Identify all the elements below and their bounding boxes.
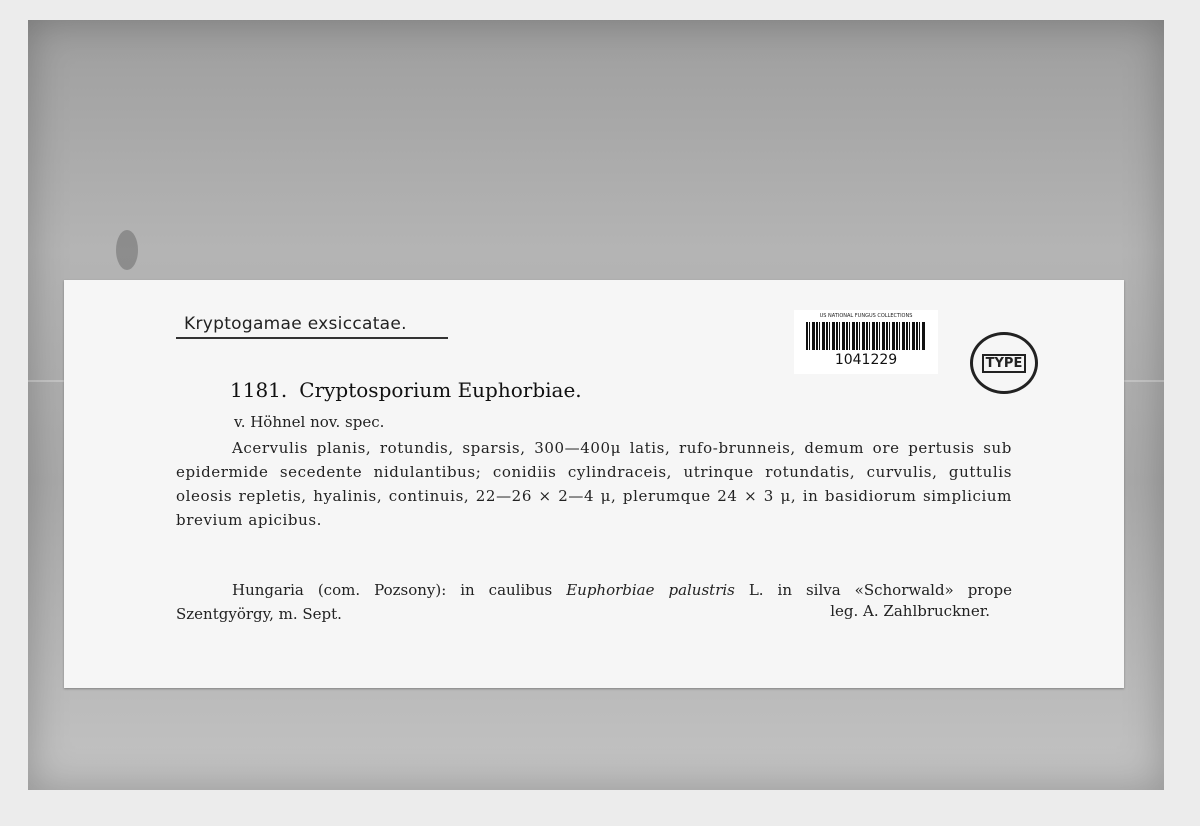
locality-prefix: Hungaria (com. Pozsony): in caulibus bbox=[232, 581, 567, 599]
barcode-icon bbox=[806, 322, 926, 350]
series-underline bbox=[176, 337, 448, 339]
author-line: v. Höhnel nov. spec. bbox=[234, 413, 385, 431]
barcode-label bbox=[794, 310, 938, 374]
barcode-number: 1041229 bbox=[834, 352, 898, 368]
locality-suffix: L. in silva «Schorwald» prope Szentgyörgy, m. Sept. bbox=[176, 581, 1012, 623]
host-name: Euphorbiae palustris bbox=[566, 581, 735, 599]
series-title: Kryptogamae exsiccatae. bbox=[184, 314, 407, 334]
collector: leg. A. Zahlbruckner. bbox=[830, 602, 990, 620]
latin-description: Acervulis planis, rotundis, sparsis, 300—400μ latis, rufo-brunneis, demum ore pertusis sub epidermide secedente nidulantibus; conidiis cylindraceis, utrinque rotundatis, curvulis, guttulis oleosis repletis, hyalinis, continuis, 22—26 × 2—4 μ, plerumque 24 × 3 μ, in basidiorum simplicium brevium apicibus. bbox=[176, 439, 1012, 529]
specimen-label bbox=[64, 280, 1124, 688]
type-stamp bbox=[970, 332, 1038, 394]
type-stamp-text: TYPE bbox=[982, 354, 1027, 373]
exsiccata-number: 1181. bbox=[230, 378, 288, 402]
species-name: Cryptosporium Euphorbiae. bbox=[299, 378, 582, 402]
envelope-stain bbox=[116, 230, 138, 270]
species-heading bbox=[230, 378, 582, 402]
barcode-header: US NATIONAL FUNGUS COLLECTIONS bbox=[819, 313, 913, 319]
